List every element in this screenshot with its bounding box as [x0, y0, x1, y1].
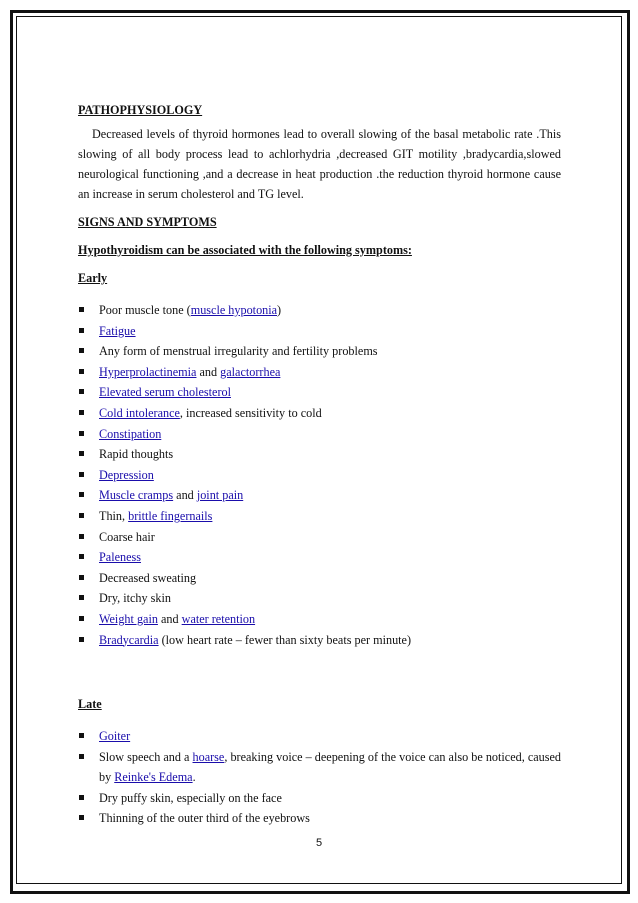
bullet-icon [79, 616, 84, 621]
item-text: (low heart rate – fewer than sixty beats per minute) [158, 632, 412, 647]
list-item [78, 726, 561, 747]
list-item [78, 444, 561, 465]
item-text: Rapid thoughts [99, 447, 174, 462]
list-item [78, 485, 561, 506]
elevated-cholesterol-link[interactable]: Elevated serum cholesterol [99, 385, 231, 400]
item-text: Poor muscle tone ( [99, 303, 191, 317]
list-item [78, 547, 561, 568]
item-text: Decreased sweating [99, 570, 197, 585]
list-item [78, 362, 561, 383]
bullet-icon [79, 451, 84, 456]
weight-gain-link[interactable]: Weight gain [99, 611, 158, 626]
item-text: Thinning of the outer third of the eyebrows [99, 811, 310, 826]
cold-intolerance-link[interactable]: Cold intolerance [99, 405, 180, 420]
muscle-cramps-link[interactable]: Muscle cramps [99, 488, 174, 503]
bullet-icon [79, 554, 84, 559]
bullet-icon [79, 307, 84, 312]
list-item [78, 465, 561, 486]
bullet-icon [79, 595, 84, 600]
list-item [78, 341, 561, 362]
bullet-icon [79, 389, 84, 394]
list-item [78, 527, 561, 548]
bullet-icon [79, 733, 84, 738]
pathophysiology-paragraph: Decreased levels of thyroid hormones lead to overall slowing of the basal metabolic rate .This slowing of all body process lead to achlorhydria ,decreased GIT motility ,bradycardia,slowed neurological functioning ,and a decrease in heat production .the reduction thyroid hormone cause an increase in serum cholesterol and TG level. [78, 127, 561, 201]
list-item [78, 588, 561, 609]
early-heading: Early [78, 271, 108, 285]
water-retention-link[interactable]: water retention [181, 611, 256, 626]
list-item [78, 300, 561, 321]
item-text: Dry puffy skin, especially on the face [99, 790, 282, 805]
brittle-fingernails-link[interactable]: brittle fingernails [128, 508, 213, 523]
bullet-icon [79, 637, 84, 642]
item-text: and [196, 364, 221, 379]
bullet-icon [79, 410, 84, 415]
goiter-link[interactable]: Goiter [99, 729, 131, 744]
list-item [78, 609, 561, 630]
bradycardia-link[interactable]: Bradycardia [99, 632, 159, 647]
bullet-icon [79, 492, 84, 497]
item-text: Dry, itchy skin [99, 591, 171, 606]
bullet-icon [79, 575, 84, 580]
symptoms-intro: Hypothyroidism can be associated with the following symptoms: [78, 243, 412, 257]
hoarse-link[interactable]: hoarse [192, 749, 225, 764]
depression-link[interactable]: Depression [99, 467, 154, 482]
bullet-icon [79, 795, 84, 800]
bullet-icon [79, 472, 84, 477]
item-text: ) [277, 303, 282, 317]
list-item [78, 747, 561, 788]
bullet-icon [79, 431, 84, 436]
list-item [78, 382, 561, 403]
item-text: and [157, 611, 182, 626]
constipation-link[interactable]: Constipation [99, 426, 162, 441]
item-text: , breaking voice – deepening of the voice can also be noticed, caused by [99, 749, 561, 785]
early-symptom-list [78, 300, 561, 650]
list-item [78, 403, 561, 424]
bullet-icon [79, 513, 84, 518]
bullet-icon [79, 369, 84, 374]
list-item [78, 506, 561, 527]
late-heading: Late [78, 697, 102, 712]
page-content [78, 100, 561, 829]
list-item [78, 808, 561, 829]
hyperprolactinemia-link[interactable]: Hyperprolactinemia [99, 364, 197, 379]
bullet-icon [79, 348, 84, 353]
item-text: . [192, 770, 196, 785]
list-item [78, 321, 561, 342]
item-text: Slow speech and a [99, 749, 193, 764]
joint-pain-link[interactable]: joint pain [196, 488, 244, 503]
bullet-icon [79, 815, 84, 820]
fatigue-link[interactable]: Fatigue [99, 323, 136, 338]
paleness-link[interactable]: Paleness [99, 550, 141, 565]
list-item [78, 788, 561, 809]
muscle-hypotonia-link[interactable]: muscle hypotonia [190, 303, 278, 317]
item-text: , increased sensitivity to cold [179, 405, 322, 420]
list-item [78, 424, 561, 445]
list-item [78, 630, 561, 651]
pathophysiology-heading: PATHOPHYSIOLOGY [78, 103, 203, 117]
page-number: 5 [315, 837, 323, 849]
bullet-icon [79, 328, 84, 333]
late-symptom-list [78, 726, 561, 829]
list-item [78, 568, 561, 589]
galactorrhea-link[interactable]: galactorrhea [220, 364, 281, 379]
bullet-icon [79, 754, 84, 759]
item-text: Any form of menstrual irregularity and fertility problems [99, 344, 378, 359]
item-text: and [173, 488, 197, 503]
reinkes-edema-link[interactable]: Reinke's Edema [114, 770, 193, 785]
bullet-icon [79, 534, 84, 539]
item-text: Thin, [99, 508, 129, 523]
item-text: Coarse hair [99, 529, 155, 544]
signs-symptoms-heading: SIGNS AND SYMPTOMS [78, 215, 217, 229]
